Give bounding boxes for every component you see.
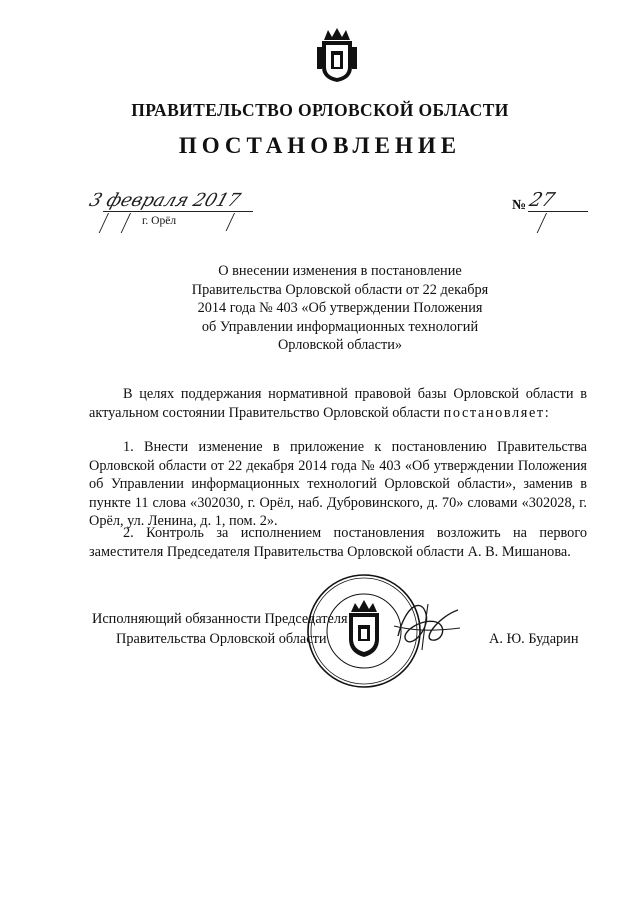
city-label: г. Орёл xyxy=(142,215,177,227)
item-paragraph-1: 1. Внести изменение в приложение к постановлению Правительства Орловской области от 22 декабря 2014 года № 403 «Об утверждении Положения об Управлении информационных технологий Орловской области», заменив в пункте 11 слова «302030, г. Орёл, наб. Дубровинского, д. 70» словами «302028, г. Орёл, ул. Ленина, д. 1, пом. 2». xyxy=(89,439,587,530)
number-underline xyxy=(528,211,588,212)
subject-line: Правительства Орловской области от 22 декабря xyxy=(191,281,489,298)
number-slash-mark xyxy=(537,213,547,233)
subject-line: Орловской области» xyxy=(277,337,403,354)
subject-line: 2014 года № 403 «Об утверждении Положения xyxy=(197,300,483,317)
preamble-paragraph xyxy=(89,385,587,422)
signatory-name: А. Ю. Бударин xyxy=(489,631,579,647)
handwritten-number: 27 xyxy=(527,189,558,211)
item-paragraph-2: 2. Контроль за исполнением постановления возложить на первого заместителя Председателя Правительства Орловской области А. В. Мишанова. xyxy=(89,525,587,560)
handwritten-date: 3 февраля 2017 xyxy=(86,190,243,211)
date-slash-mark xyxy=(99,213,109,233)
document-type-title: ПОСТАНОВЛЕНИЕ xyxy=(178,133,462,158)
subject-line: об Управлении информационных технологий xyxy=(201,318,479,335)
preamble-colon: : xyxy=(544,404,549,421)
orel-coat-of-arms-icon xyxy=(314,27,360,83)
document-subject xyxy=(120,262,560,355)
date-underline xyxy=(103,211,253,212)
subject-line: О внесении изменения в постановление xyxy=(218,263,462,279)
date-slash-mark xyxy=(226,213,235,231)
date-slash-mark xyxy=(121,213,131,233)
government-title: ПРАВИТЕЛЬСТВО ОРЛОВСКОЙ ОБЛАСТИ xyxy=(131,100,509,120)
handwritten-signature-icon xyxy=(392,596,462,654)
number-label: № xyxy=(512,198,527,213)
preamble-text: В целях поддержания нормативной правовой базы Орловской области в актуальном состоянии Правительство Орловской области xyxy=(89,386,587,421)
signatory-title-line-1: Исполняющий обязанности Председателя xyxy=(92,611,348,627)
resolution-keyword: постановляет xyxy=(443,404,545,421)
signatory-title-line-2: Правительства Орловской области xyxy=(116,631,327,647)
